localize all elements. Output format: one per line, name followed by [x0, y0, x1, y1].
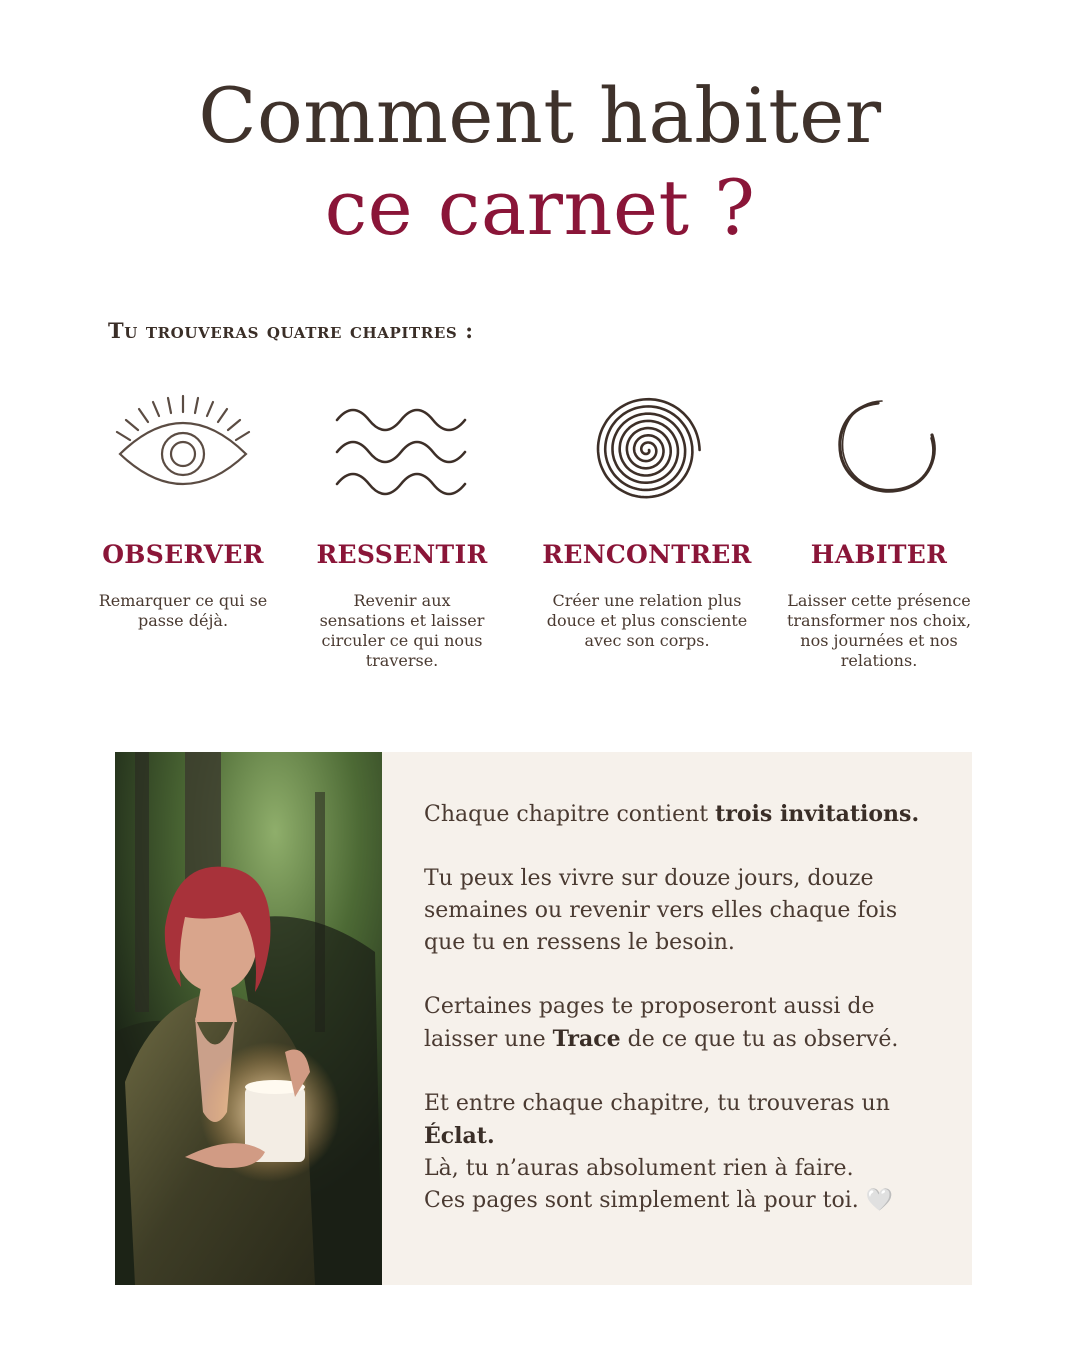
chapter-description: Créer une relation plus douce et plus consciente avec son corps.: [546, 591, 748, 650]
info-panel: [115, 752, 972, 1285]
chapter-description: Revenir aux sensations et laisser circuler ce qui nous traverse.: [319, 591, 485, 670]
chapter-observer: [98, 390, 268, 630]
chapter-name: RESSENTIR: [316, 540, 488, 569]
spiral-icon: [572, 390, 722, 510]
paragraph-invitations: [424, 798, 944, 831]
chapter-description: Laisser cette présence transformer nos choix, nos journées et nos relations.: [786, 591, 972, 670]
text-span: Certaines pages te proposeront aussi de laisser une: [424, 994, 875, 1052]
text-span: de ce que tu as observé.: [620, 1027, 899, 1052]
text-span: Et entre chaque chapitre, tu trouveras un: [424, 1091, 890, 1116]
paragraph-eclat: [424, 1088, 944, 1217]
text-span: Ces pages sont simplement là pour toi. 🤍: [424, 1188, 894, 1213]
section-subtitle: Tu trouveras quatre chapitres :: [108, 318, 474, 343]
title-line-1: Comment habiter: [198, 71, 882, 160]
eye-icon: [108, 390, 258, 500]
panel-text: [424, 798, 944, 1249]
paragraph-schedule: Tu peux les vivre sur douze jours, douze semaines ou revenir vers elles chaque fois que tu en ressens le besoin.: [424, 866, 898, 955]
text-span: Là, tu n’auras absolument rien à faire.: [424, 1156, 854, 1181]
bold-trois-invitations: trois invitations.: [715, 801, 920, 827]
chapter-name: RENCONTRER: [542, 540, 752, 569]
chapter-description: Remarquer ce qui se passe déjà.: [98, 591, 268, 630]
chapter-name: OBSERVER: [102, 540, 264, 569]
title-line-2: ce carnet ?: [324, 163, 756, 252]
open-circle-icon: [804, 390, 954, 510]
chapter-ressentir: [314, 390, 490, 670]
chapter-rencontrer: [537, 390, 757, 650]
chapter-habiter: [782, 390, 976, 670]
text-span: Chaque chapitre contient: [424, 802, 716, 827]
bold-trace: Trace: [552, 1026, 621, 1052]
bold-eclat: Éclat.: [424, 1123, 495, 1149]
chapter-name: HABITER: [810, 540, 948, 569]
waves-icon: [327, 390, 477, 500]
photo-woman-with-candle: [115, 752, 382, 1285]
paragraph-trace: [424, 991, 944, 1056]
